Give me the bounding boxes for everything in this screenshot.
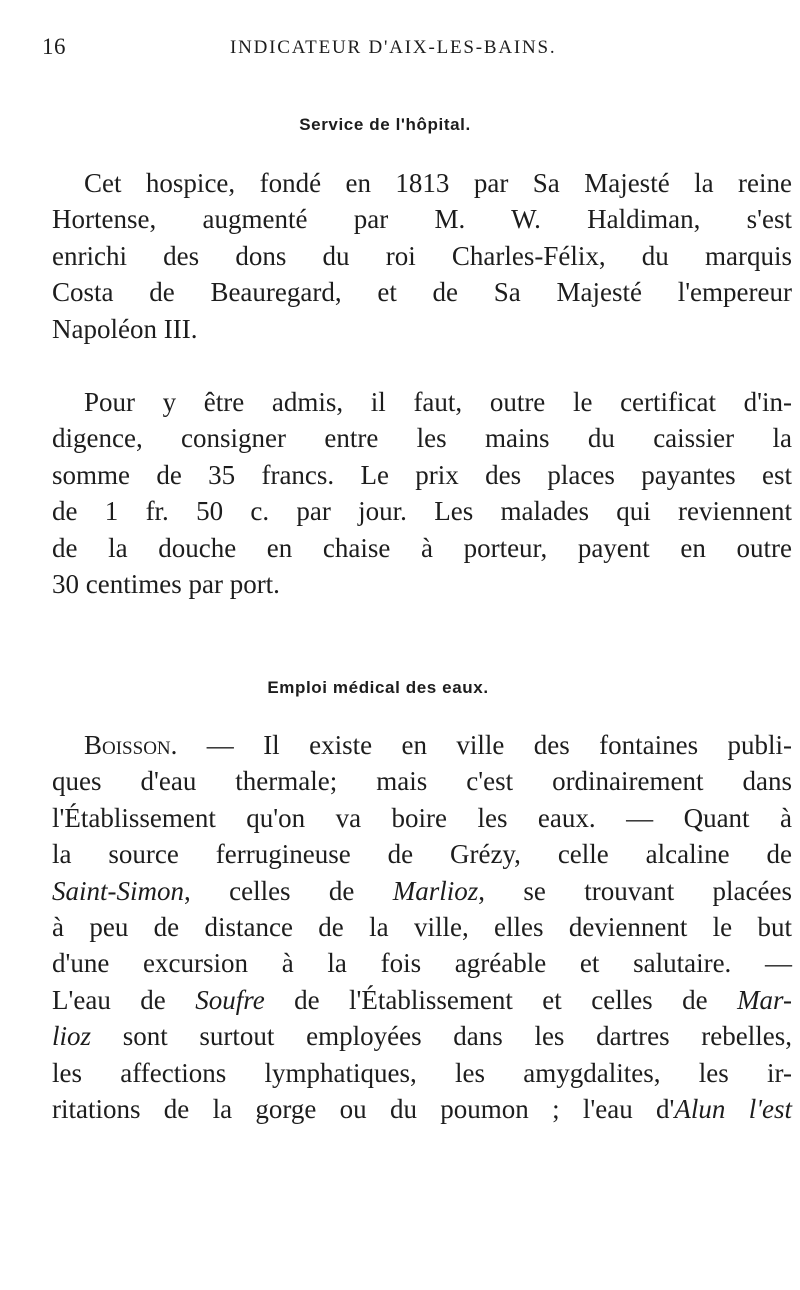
- text-line: ques d'eau thermale; mais c'est ordinairement dans: [52, 766, 792, 797]
- section-heading-hospital-service: Service de l'hôpital.: [299, 115, 471, 134]
- text-line: la source ferrugineuse de Grézy, celle alcaline de: [52, 839, 792, 870]
- text-line: Costa de Beauregard, et de Sa Majesté l'empereur: [52, 277, 792, 308]
- place-name: Mar-: [737, 984, 793, 1015]
- text-run: , celles de: [184, 875, 393, 906]
- text-line: Napoléon III.: [52, 313, 198, 344]
- running-head: [0, 34, 800, 64]
- text-run: ritations de la gorge ou du poumon ; l'eau d': [52, 1094, 675, 1125]
- paragraph-admission-fees: [52, 384, 792, 602]
- paragraph-drinking-waters: [52, 727, 792, 1127]
- place-name: Marlioz: [392, 875, 479, 906]
- text-line: à peu de distance de la ville, elles deviennent le but: [52, 912, 792, 943]
- water-name: Alun: [674, 1094, 726, 1125]
- text-line: [52, 1018, 792, 1054]
- text-line: Pour y être admis, il faut, outre le certificat d'in-: [84, 387, 792, 417]
- text-line: [52, 982, 792, 1018]
- text-run: L'eau de: [52, 984, 196, 1015]
- text-run: — Il existe en ville des fontaines publi-: [177, 730, 792, 760]
- text-run: de l'Établissement et celles de: [264, 984, 738, 1015]
- text-line: les affections lymphatiques, les amygdalites, les ir-: [52, 1057, 792, 1088]
- water-name: Soufre: [195, 984, 265, 1015]
- text-line: Cet hospice, fondé en 1813 par Sa Majesté la reine: [84, 168, 792, 198]
- text-run-italic: l'est: [748, 1094, 792, 1125]
- text-line: d'une excursion à la fois agréable et salutaire. —: [52, 948, 792, 979]
- page-number: 16: [42, 34, 66, 59]
- text-line: somme de 35 francs. Le prix des places payantes est: [52, 459, 792, 490]
- text-line: de 1 fr. 50 c. par jour. Les malades qui reviennent: [52, 496, 792, 527]
- run-in-heading: Boisson.: [84, 730, 178, 760]
- text-line: enrichi des dons du roi Charles-Félix, du marquis: [52, 240, 792, 271]
- text-run: [725, 1094, 748, 1124]
- text-line: de la douche en chaise à porteur, payent en outre: [52, 532, 792, 563]
- place-name: Saint-Simon: [52, 875, 184, 906]
- text-line: [52, 873, 792, 909]
- text-line: [52, 727, 792, 763]
- text-run: , se trouvant placées: [478, 875, 792, 906]
- section-heading-medical-use: Emploi médical des eaux.: [267, 678, 489, 697]
- text-line: [52, 1091, 792, 1127]
- text-line: l'Établissement qu'on va boire les eaux. — Quant à: [52, 802, 792, 833]
- running-title: INDICATEUR D'AIX-LES-BAINS.: [230, 37, 557, 58]
- paragraph-hospice-history: [52, 165, 792, 347]
- place-name: lioz: [52, 1021, 92, 1052]
- text-run: sont surtout employées dans les dartres rebelles,: [91, 1021, 792, 1052]
- text-line: digence, consigner entre les mains du caissier la: [52, 423, 792, 454]
- text-line: Hortense, augmenté par M. W. Haldiman, s'est: [52, 204, 792, 235]
- text-line: 30 centimes par port.: [52, 569, 280, 600]
